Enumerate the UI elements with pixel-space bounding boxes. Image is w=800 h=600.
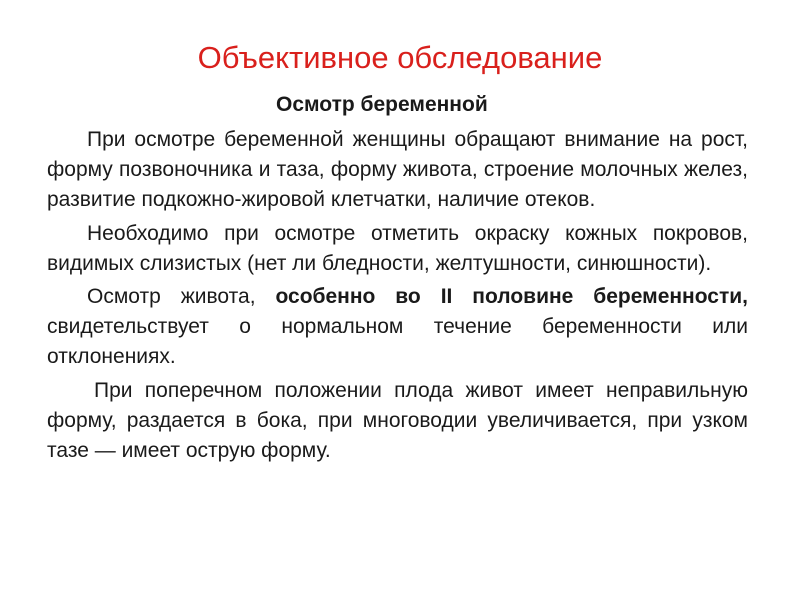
paragraph-skin-inspection: Необходимо при осмотре отметить окраску кожных покровов, видимых слизистых (нет ли бледности, желтушности, синюшности).	[47, 221, 748, 275]
paragraph-abdomen-inspection	[47, 282, 748, 373]
paragraph-abdomen-tail: свидетельствует о нормальном течение беременности или отклонениях.	[47, 315, 748, 369]
paragraph-abdomen-lead: Осмотр живота,	[87, 285, 276, 309]
slide-title: Объективное обследование	[197, 40, 603, 75]
paragraph-abdomen-shape: При поперечном положении плода живот имеет неправильную форму, раздается в бока, при многоводии увеличивается, при узком тазе — имеет острую форму.	[47, 378, 748, 463]
paragraph-general-inspection: При осмотре беременной женщины обращают внимание на рост, форму позвоночника и таза, форму живота, строение молочных желез, развитие подкожно-жировой клетчатки, наличие отеков.	[47, 128, 748, 212]
slide-body	[47, 125, 748, 469]
slide-subtitle: Осмотр беременной	[276, 93, 488, 116]
paragraph-abdomen-emphasis: особенно во II половине беременности,	[275, 285, 748, 309]
